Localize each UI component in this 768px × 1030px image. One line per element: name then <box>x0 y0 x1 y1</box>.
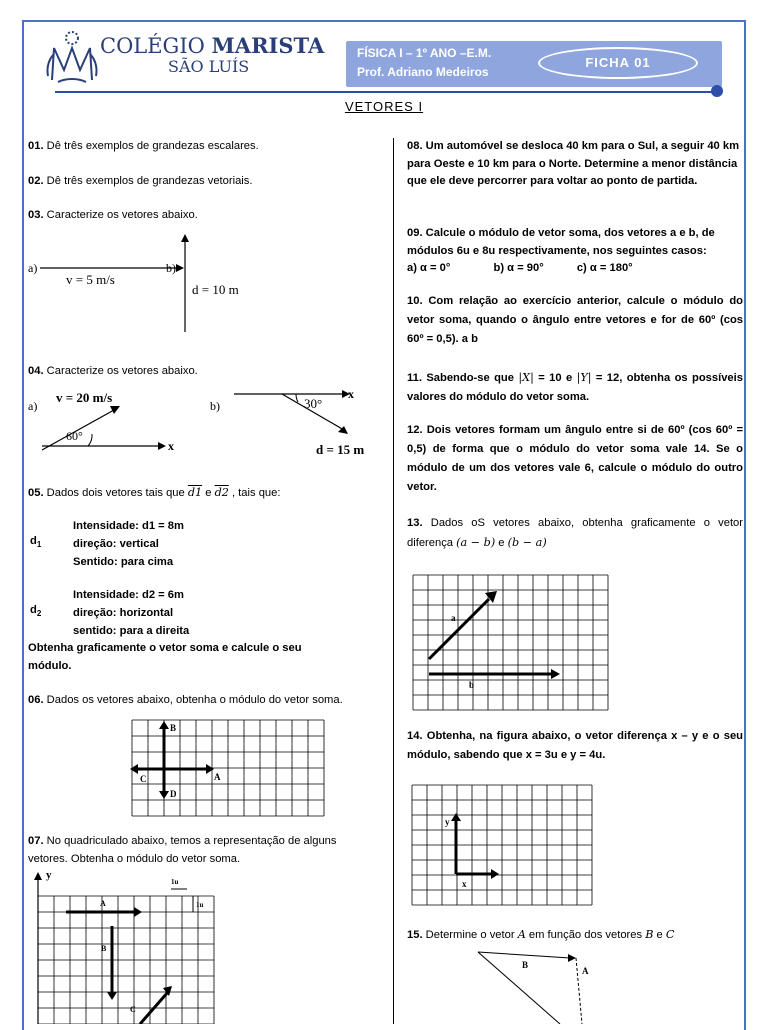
q05-d1-label <box>30 535 41 549</box>
q09-number: 09. <box>407 227 423 239</box>
q03-number: 03. <box>28 209 44 221</box>
q07-unit-h: 1u <box>171 878 179 886</box>
question-02 <box>28 173 378 191</box>
q13-text: Dados oS vetores abaixo, obtenha graficamente o vetor diferença <box>407 517 744 549</box>
q15-vector-b: B <box>645 928 654 941</box>
q06-text: Dados os vetores abaixo, obtenha o módulo do vetor soma. <box>46 694 343 706</box>
q13-grid <box>413 575 608 710</box>
q11-number: 11. <box>407 372 422 384</box>
q05-d2-letter: d <box>30 604 37 616</box>
header-divider-dot <box>711 85 723 97</box>
q13-label-b: b <box>469 680 475 690</box>
q04-vector-a-head <box>110 406 120 414</box>
q05-d2-sense: sentido: para a direita <box>73 625 190 637</box>
q04-label-b: b) <box>210 399 220 413</box>
q03-value-a: v = 5 m/s <box>66 272 115 287</box>
q06-vector-b-head <box>159 721 169 729</box>
marist-logo-icon <box>44 30 100 84</box>
question-07 <box>28 833 368 868</box>
q12-number: 12. <box>407 424 423 436</box>
q05-d1-block <box>73 517 184 571</box>
q03-vector-b-head <box>181 234 189 242</box>
q14-number: 14. <box>407 730 423 742</box>
q07-grid-figure <box>30 868 230 1024</box>
q15-vector-a: A <box>517 928 526 941</box>
q06-label-c: C <box>140 774 147 784</box>
q13-label-a: a <box>451 613 456 623</box>
q06-vector-d-head <box>159 791 169 799</box>
q05-number: 05. <box>28 487 44 499</box>
question-12 <box>407 421 743 497</box>
q05-tail: Obtenha graficamente o vetor soma e calcule o seu módulo. <box>28 642 302 672</box>
q06-grid-figure <box>130 719 326 817</box>
q14-label-y: y <box>445 817 450 827</box>
q14-grid-figure <box>411 783 593 907</box>
q05-d1-sub: 1 <box>36 540 42 550</box>
q05-text-post: , tais que: <box>228 487 281 499</box>
q03-label-b: b) <box>166 261 176 275</box>
q07-text: No quadriculado abaixo, temos a representação de alguns vetores. Obtenha o módulo do vetor soma. <box>28 835 337 865</box>
q10-text: Com relação ao exercício anterior, calcule o módulo do vetor soma, quando o ângulo entre vetores e for de 60º (cos 60º = 0,5). a b <box>407 295 744 345</box>
question-13 <box>407 514 743 553</box>
q14-vector-x-head <box>491 869 499 879</box>
q09-case-a: a) α = 0° <box>407 262 451 274</box>
q15-vector-b <box>478 952 570 958</box>
q09-cases <box>407 260 743 278</box>
q05-d1-sense: Sentido: para cima <box>73 556 174 568</box>
q07-y-axis-head <box>34 872 42 880</box>
q07-y-axis-label: y <box>46 869 52 881</box>
q07-label-c: C <box>130 1005 136 1014</box>
q02-number: 02. <box>28 175 44 187</box>
q06-vector-a-head <box>206 764 214 774</box>
q04-angle-a: 60° <box>66 429 83 443</box>
q09-case-b: b) α = 90° <box>493 262 544 274</box>
q04-axis-b-label: x <box>348 387 354 401</box>
question-08 <box>407 138 743 191</box>
q04-number: 04. <box>28 365 44 377</box>
q03-text: Caracterize os vetores abaixo. <box>46 209 198 221</box>
ficha-badge: FICHA 01 <box>538 47 698 79</box>
q07-label-b: B <box>101 944 107 953</box>
column-divider <box>393 138 394 1024</box>
question-11 <box>407 368 743 407</box>
q05-d2-intensity: Intensidade: d2 = 6m <box>73 589 184 601</box>
q05-vector-d1: d1 <box>187 486 203 499</box>
q13-expr1: (a − b) <box>456 536 496 549</box>
q14-text: Obtenha, na figura abaixo, o vetor diferença x – y e o seu módulo, sabendo que x = 3u e y = 4u. <box>407 730 743 761</box>
q07-grid <box>38 896 214 1024</box>
q15-vector-b-head <box>568 954 576 962</box>
q03-figure <box>26 230 266 336</box>
question-04 <box>28 363 378 381</box>
question-15 <box>407 925 743 945</box>
q07-label-a: A <box>100 899 106 908</box>
q05-text-mid: e <box>202 487 215 499</box>
page-title: VETORES I <box>344 99 424 114</box>
q07-number: 07. <box>28 835 44 847</box>
q15-text-b: em função dos vetores <box>525 929 646 941</box>
q04-text: Caracterize os vetores abaixo. <box>46 365 198 377</box>
q06-vectors <box>130 721 221 799</box>
q05-d1-letter: d <box>30 535 37 547</box>
q15-figure <box>470 948 600 1024</box>
q06-label-b: B <box>170 723 177 733</box>
q07-unit-v: 1u <box>196 901 204 909</box>
q05-d1-intensity: Intensidade: d1 = 8m <box>73 520 184 532</box>
q04-value-b: d = 15 m <box>316 442 365 457</box>
teacher-label: Prof. Adriano Medeiros <box>357 65 489 79</box>
q13-number: 13. <box>407 517 423 529</box>
question-06 <box>28 692 348 710</box>
question-05 <box>28 484 378 503</box>
q03-vector-a-head <box>176 264 184 272</box>
q07-vector-a-head <box>134 907 142 917</box>
q11-vector-y: |Y| <box>576 371 592 384</box>
q13-conj: e <box>495 537 508 549</box>
q05-d2-sub: 2 <box>36 609 42 619</box>
q10-number: 10. <box>407 295 423 307</box>
q04-angle-b: 30° <box>304 396 323 411</box>
q13-vector-b-head <box>551 669 560 679</box>
q05-d1-direction: direção: vertical <box>73 538 159 550</box>
q08-text: Um automóvel se desloca 40 km para o Sul, a seguir 40 km para Oeste e 10 km para o Norte. Determine a menor distância que ele deve percorrer para voltar ao ponto de partida. <box>407 140 740 187</box>
q05-text-pre: Dados dois vetores tais que <box>46 487 188 499</box>
q15-vector-c: C <box>665 928 675 941</box>
q03-label-a: a) <box>28 261 38 275</box>
q01-text: Dê três exemplos de grandezas escalares. <box>46 140 259 152</box>
q15-number: 15. <box>407 929 423 941</box>
q15-text-a: Determine o vetor <box>425 929 518 941</box>
course-label: FÍSICA I – 1º ANO –E.M. <box>357 46 492 60</box>
q04-label-a: a) <box>28 399 38 413</box>
q12-text: Dois vetores formam um ângulo entre si de 60º (cos 60º = 0,5) de forma que o módulo do vetor soma vale 14. Se o módulo de um dos vetores vale 6, calcule o módulo do outro vetor. <box>407 424 743 493</box>
school-name-part1: COLÉGIO <box>100 34 205 58</box>
school-name-line2: SÃO LUÍS <box>168 57 250 76</box>
q14-label-x: x <box>462 879 467 889</box>
q06-vector-c-head <box>130 764 138 774</box>
question-10 <box>407 292 743 349</box>
q11-text-c: = 12, obtenha os possíveis valores do módulo do vetor soma. <box>407 372 743 403</box>
q05-d2-label <box>30 604 41 618</box>
q04-axis-a-label: x <box>168 439 174 453</box>
q09-case-c: c) α = 180° <box>576 262 633 274</box>
header-divider <box>55 91 717 93</box>
question-01 <box>28 138 378 156</box>
q05-vector-d2: d2 <box>214 486 229 499</box>
q04-angle-arc-b <box>296 394 298 402</box>
q13-grid-figure <box>411 573 616 711</box>
q13-expr2: (b − a) <box>507 536 547 549</box>
q04-angle-arc-a <box>88 434 92 446</box>
q11-vector-x: |X| <box>518 371 534 384</box>
q07-vector-b-head <box>107 992 117 1000</box>
q01-number: 01. <box>28 140 44 152</box>
school-name-part2: MARISTA <box>211 33 325 58</box>
q06-label-d: D <box>170 789 177 799</box>
q14-grid <box>412 785 592 905</box>
q14-vector-y-head <box>451 813 461 821</box>
q05-d2-block <box>73 586 189 640</box>
q06-label-a: A <box>214 772 221 782</box>
question-09 <box>407 225 743 260</box>
q08-number: 08. <box>407 140 423 152</box>
q04-figure <box>26 384 376 460</box>
q04-axis-a-head <box>158 442 166 450</box>
q04-value-a: v = 20 m/s <box>56 390 113 405</box>
q15-vector-c <box>478 952 560 1024</box>
question-14 <box>407 727 743 765</box>
q09-text: Calcule o módulo de vetor soma, dos vetores a e b, de módulos 6u e 8u respectivamente, nos seguintes casos: <box>407 227 715 257</box>
q02-text: Dê três exemplos de grandezas vetoriais. <box>46 175 253 187</box>
q05-d2-direction: direção: horizontal <box>73 607 174 619</box>
q15-label-a: A <box>582 966 589 976</box>
q11-text-b: = 10 e <box>533 372 577 384</box>
q15-text-c: e <box>653 929 666 941</box>
school-name-line1 <box>100 33 324 58</box>
q15-label-b: B <box>522 960 529 970</box>
q03-value-b: d = 10 m <box>192 282 239 297</box>
q11-text-a: Sabendo-se que <box>426 372 519 384</box>
question-03 <box>28 207 378 225</box>
q06-number: 06. <box>28 694 44 706</box>
